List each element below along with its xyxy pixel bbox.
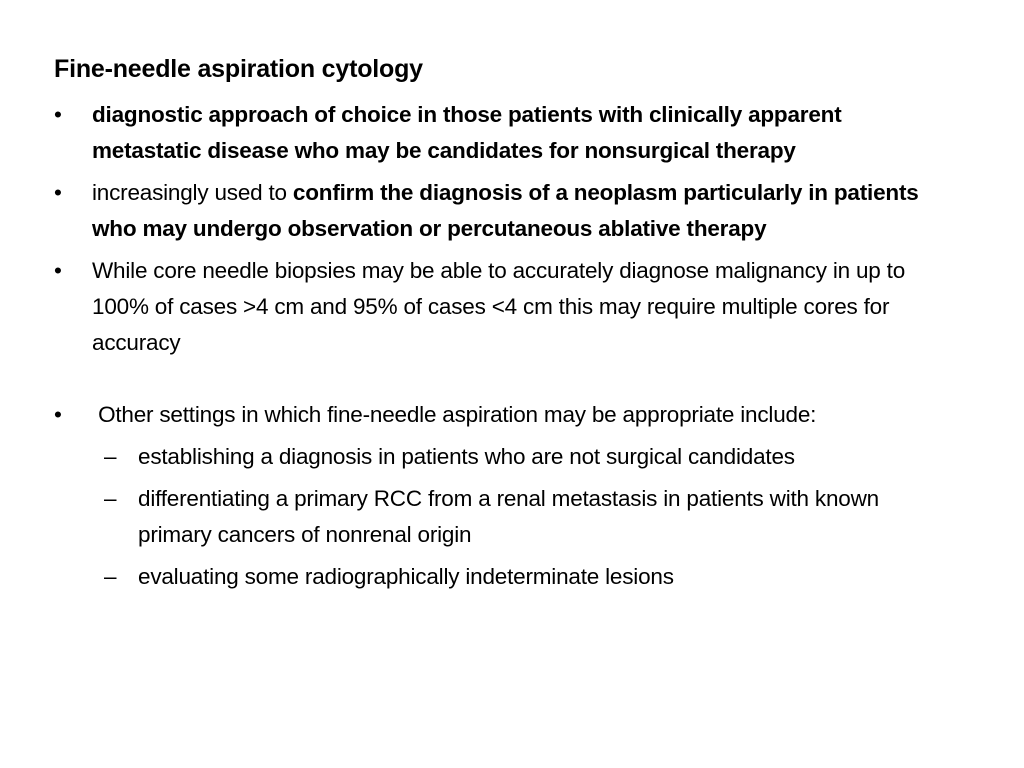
bullet-marker: •	[54, 258, 62, 283]
dash-marker: –	[104, 564, 117, 589]
bullet-item	[54, 397, 912, 595]
bullet-item	[54, 253, 954, 361]
bullet-text-bold: diagnostic approach of choice in those patients with clinically apparent metastatic disease who may be candidates for nonsurgical therapy	[92, 102, 842, 163]
bullet-marker: •	[54, 180, 62, 205]
bullet-marker: •	[54, 402, 62, 427]
sub-bullet-list	[92, 439, 912, 595]
sub-bullet-text: evaluating some radiographically indeterminate lesions	[138, 564, 674, 589]
sub-bullet-text: differentiating a primary RCC from a renal metastasis in patients with known primary cancers of nonrenal origin	[138, 486, 879, 547]
dash-marker: –	[104, 444, 117, 469]
bullet-item	[54, 97, 952, 169]
bullet-text: increasingly used to	[92, 180, 293, 205]
bullet-text-bold: confirm the diagnosis of a neoplasm particularly in patients who may undergo observation or percutaneous ablative therapy	[92, 180, 919, 241]
bullet-list	[54, 97, 954, 601]
sub-bullet-text: establishing a diagnosis in patients who are not surgical candidates	[138, 444, 795, 469]
sub-bullet-item	[92, 559, 912, 595]
bullet-text: While core needle biopsies may be able to accurately diagnose malignancy in up to 100% of cases >4 cm and 95% of cases <4 cm this may require multiple cores for accuracy	[92, 258, 906, 355]
sub-bullet-item	[92, 481, 918, 553]
sub-bullet-item	[92, 439, 912, 475]
slide-title: Fine-needle aspiration cytology	[54, 55, 423, 83]
bullet-text: Other settings in which fine-needle aspiration may be appropriate include:	[92, 402, 817, 427]
bullet-item	[54, 175, 952, 247]
dash-marker: –	[104, 486, 117, 511]
bullet-marker: •	[54, 102, 62, 127]
